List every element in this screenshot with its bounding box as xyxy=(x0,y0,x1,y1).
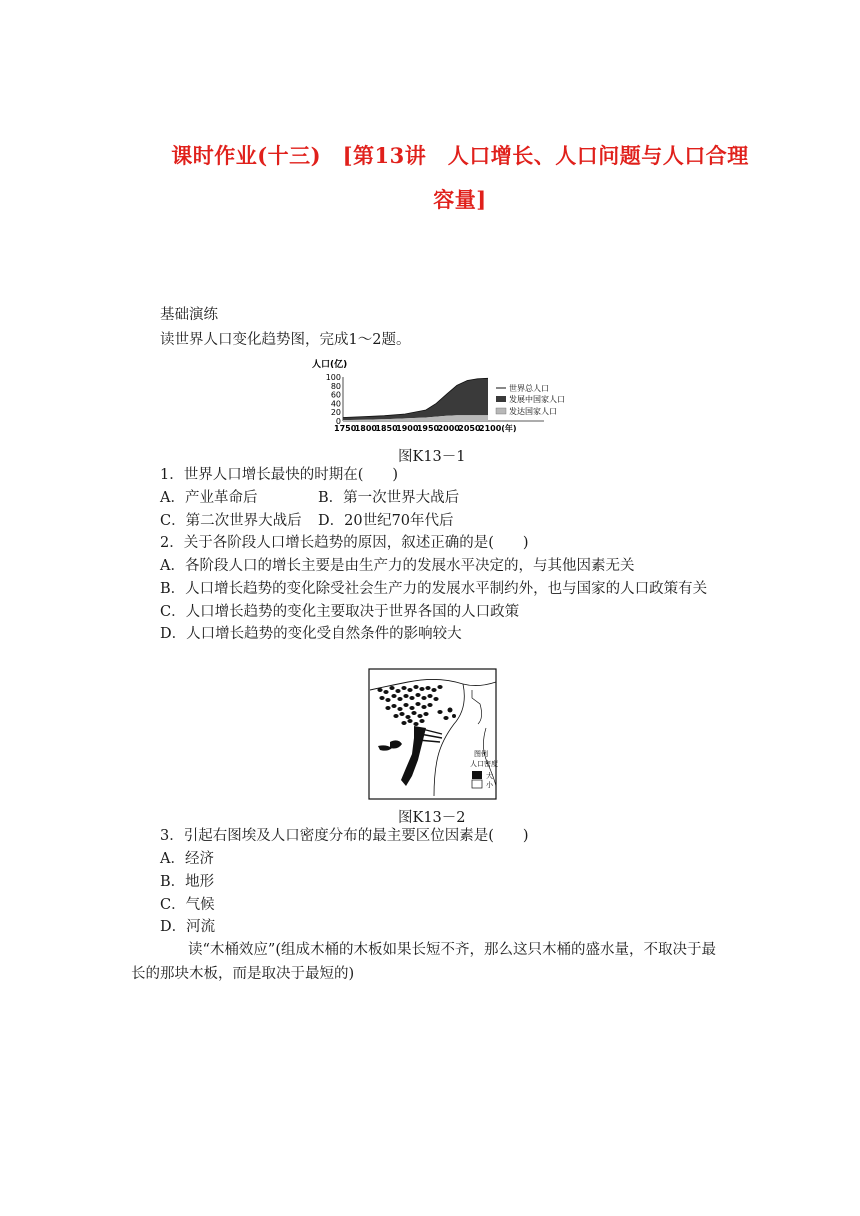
legend-developed-swatch xyxy=(496,408,506,414)
density-dot xyxy=(419,719,424,723)
q1-stem: 1．世界人口增长最快的时期在( ) xyxy=(160,467,399,483)
density-dot xyxy=(425,686,430,690)
density-dot xyxy=(397,697,402,701)
density-dot xyxy=(407,688,412,692)
page-title-line-1: 课时作业(十三) [第13讲 人口增长、人口问题与人口合理 xyxy=(171,143,749,168)
density-dot xyxy=(391,704,396,708)
q2-option-d: D．人口增长趋势的变化受自然条件的影响较大 xyxy=(160,626,462,642)
chart-ylabel: 人口(亿) xyxy=(312,360,348,370)
figure-caption-2: 图K13－2 xyxy=(398,810,466,826)
population-chart xyxy=(310,355,575,440)
density-dot xyxy=(385,706,390,710)
density-dot xyxy=(397,707,402,711)
x-tick-label: 2000 xyxy=(437,424,460,433)
density-dot xyxy=(431,688,436,692)
density-dot xyxy=(443,716,448,720)
density-dot xyxy=(433,697,438,701)
density-dot xyxy=(417,714,422,718)
developing-area xyxy=(343,378,488,420)
page-title-line-2: 容量] xyxy=(433,187,487,212)
y-tick-label: 100 xyxy=(325,373,341,382)
density-dot xyxy=(413,685,418,689)
intro-text: 读世界人口变化趋势图，完成1～2题。 xyxy=(160,332,411,348)
density-dot xyxy=(415,702,420,706)
q3-option-b: B．地形 xyxy=(160,874,215,890)
x-tick-label: 1950 xyxy=(416,424,440,433)
y-tick-label: 0 xyxy=(335,417,341,426)
density-dot xyxy=(437,685,442,689)
density-dot xyxy=(415,693,420,697)
q3-option-a: A．经济 xyxy=(160,851,214,867)
section-heading: 基础演练 xyxy=(160,307,218,323)
y-tick-label: 40 xyxy=(330,399,341,409)
q1-option-b: B．第一次世界大战后 xyxy=(318,490,460,506)
q2-option-b: B．人口增长趋势的变化除受社会生产力的发展水平制约外，也与国家的人口政策有关 xyxy=(160,581,708,597)
density-dot xyxy=(379,696,384,700)
density-dot xyxy=(409,696,414,700)
density-dot xyxy=(401,721,406,725)
density-dot xyxy=(393,714,398,718)
x-tick-label: 1850 xyxy=(375,424,398,433)
egypt-density-map xyxy=(368,668,520,802)
density-dot xyxy=(407,719,412,723)
density-dot xyxy=(401,686,406,690)
q1-option-a: A．产业革命后 xyxy=(160,490,258,506)
figure-caption-1: 图K13－1 xyxy=(398,449,466,465)
suez-dot xyxy=(448,708,453,713)
density-dot xyxy=(423,712,428,716)
density-dot xyxy=(405,715,410,719)
y-tick-label: 20 xyxy=(330,408,341,418)
x-tick-label: 2050 xyxy=(458,424,481,433)
density-dot xyxy=(399,712,404,716)
q3-stem: 3．引起右图埃及人口密度分布的最主要区位因素是( ) xyxy=(160,828,529,844)
suez-dot-2 xyxy=(452,714,456,718)
legend-high-swatch xyxy=(472,771,482,779)
density-dot xyxy=(395,689,400,693)
legend-world-label: 世界总人口 xyxy=(509,384,549,393)
q2-option-a: A．各阶段人口的增长主要是由生产力的发展水平决定的，与其他因素无关 xyxy=(160,558,635,574)
q2-option-c: C．人口增长趋势的变化主要取决于世界各国的人口政策 xyxy=(160,604,520,620)
density-dot xyxy=(427,694,432,698)
legend-title: 图例 xyxy=(474,750,488,758)
legend-subtitle: 人口密度 xyxy=(470,760,498,768)
legend-low-label: 小 xyxy=(486,781,493,789)
density-dot xyxy=(419,687,424,691)
legend-low-swatch xyxy=(472,780,482,788)
density-dot xyxy=(421,705,426,709)
x-tick-label: 1900 xyxy=(396,424,419,433)
density-dot xyxy=(413,722,418,726)
reading-line-2: 长的那块木板，而是取决于最短的) xyxy=(131,966,355,982)
density-dot xyxy=(409,706,414,710)
legend-developing-label: 发展中国家人口 xyxy=(509,395,565,404)
x-tick-label: 1800 xyxy=(354,424,377,433)
q1-option-d: D．20世纪70年代后 xyxy=(318,513,454,529)
legend-developed-label: 发达国家人口 xyxy=(509,407,557,416)
density-dot xyxy=(377,688,382,692)
q1-option-c: C．第二次世界大战后 xyxy=(160,513,302,529)
legend-developing-swatch xyxy=(496,396,506,402)
density-dot xyxy=(391,694,396,698)
x-tick-label: 2100(年) xyxy=(479,424,517,433)
q3-option-d: D．河流 xyxy=(160,919,216,935)
y-tick-label: 80 xyxy=(330,381,341,391)
density-dot xyxy=(427,703,432,707)
q2-stem: 2．关于各阶段人口增长趋势的原因，叙述正确的是( ) xyxy=(160,535,529,551)
density-dot xyxy=(411,711,416,715)
density-dot xyxy=(389,686,394,690)
x-tick-label: 1750 xyxy=(334,424,357,433)
y-tick-label: 60 xyxy=(330,390,341,400)
legend-high-label: 大 xyxy=(486,772,493,780)
reading-line-1: 读“木桶效应”(组成木桶的木板如果长短不齐，那么这只木桶的盛水量，不取决于最 xyxy=(188,942,716,958)
density-dot xyxy=(385,698,390,702)
density-dot xyxy=(437,710,442,714)
density-dot xyxy=(403,703,408,707)
density-dot xyxy=(421,696,426,700)
q3-option-c: C．气候 xyxy=(160,897,215,913)
density-dot xyxy=(383,690,388,694)
density-dot xyxy=(403,694,408,698)
